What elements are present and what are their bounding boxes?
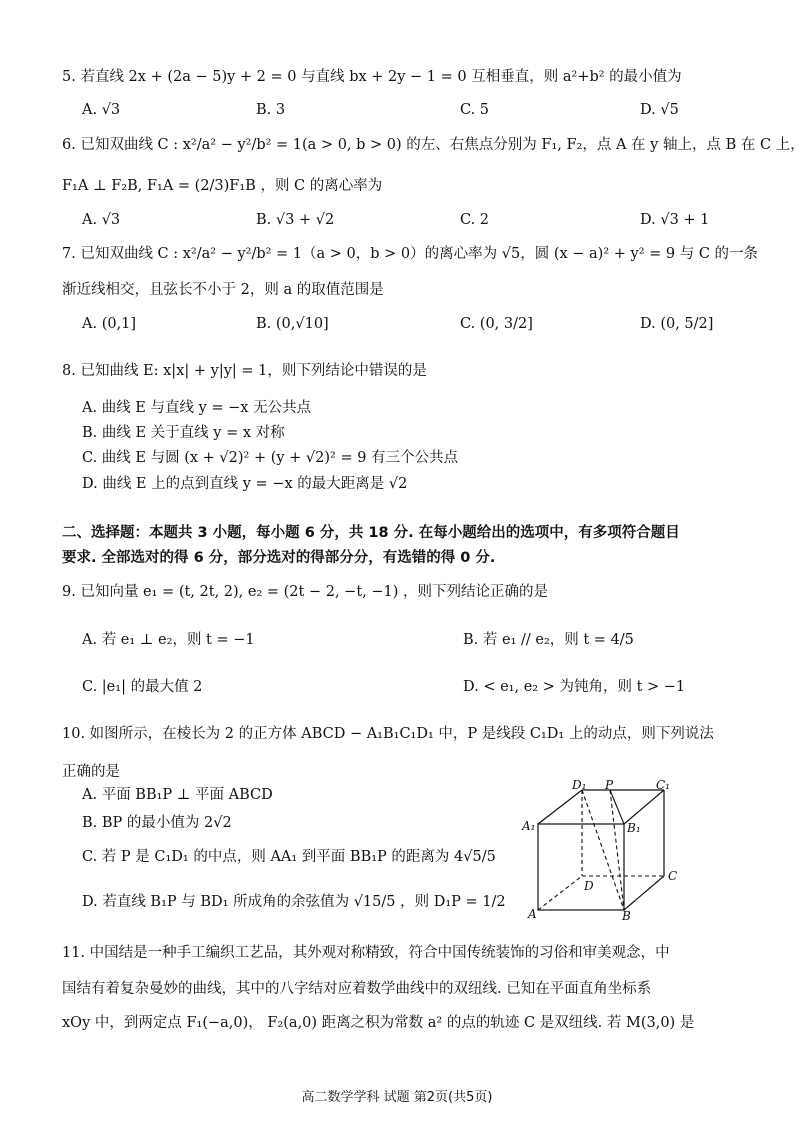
hidden-edge-a-d: [538, 876, 582, 910]
q8-stem: 8. 已知曲线 E: x|x| + y|y| = 1，则下列结论中错误的是: [62, 363, 427, 379]
q7-option-c: C. (0, 3/2]: [460, 316, 533, 332]
q9-stem: 9. 已知向量 e₁ = (t, 2t, 2), e₂ = (2t − 2, −t, −1) ，则下列结论正确的是: [62, 584, 549, 600]
q10-option-a: A. 平面 BB₁P ⊥ 平面 ABCD: [82, 787, 273, 803]
q6-stem-line1: 6. 已知双曲线 C : x²/a² − y²/b² = 1(a > 0, b > 0) 的左、右焦点分别为 F₁, F₂，点 A 在 y 轴上，点 B 在 C 上，: [62, 137, 805, 153]
q10-option-c: C. 若 P 是 C₁D₁ 的中点，则 AA₁ 到平面 BB₁P 的距离为 4√5/5: [82, 849, 496, 865]
section2-line2: 要求. 全部选对的得 6 分，部分选对的得部分分，有选错的得 0 分.: [62, 550, 496, 566]
label-b1: B₁: [627, 821, 641, 835]
q6-option-d: D. √3 + 1: [640, 212, 710, 228]
q10-stem-line2: 正确的是: [62, 764, 120, 780]
label-d1: D₁: [572, 778, 587, 792]
q5-option-a: A. √3: [82, 102, 121, 118]
edge-b-c: [624, 876, 664, 910]
page-footer: 高二数学学科 试题 第2页(共5页): [301, 1090, 493, 1105]
label-a: A: [528, 907, 537, 921]
edge-a1-d1: [538, 790, 582, 824]
q7-stem-line2: 渐近线相交，且弦长不小于 2，则 a 的取值范围是: [62, 282, 384, 298]
q11-line3: xOy 中，到两定点 F₁(−a,0)， F₂(a,0) 距离之积为常数 a² 的点的轨迹 C 是双纽线. 若 M(3,0) 是: [62, 1015, 695, 1031]
q9-option-c: C. |e₁| 的最大值 2: [82, 679, 203, 695]
q6-stem-line2: F₁A ⊥ F₂B, F₁A = (2/3)F₁B ，则 C 的离心率为: [62, 178, 383, 194]
q5-option-c: C. 5: [460, 102, 490, 118]
q10-stem-line1: 10. 如图所示，在棱长为 2 的正方体 ABCD − A₁B₁C₁D₁ 中，P 是线段 C₁D₁ 上的动点，则下列说法: [62, 726, 714, 742]
q6-option-c: C. 2: [460, 212, 490, 228]
q5-option-b: B. 3: [256, 102, 286, 118]
q11-line1: 11. 中国结是一种手工编织工艺品，其外观对称精致，符合中国传统装饰的习俗和审美观念，中: [62, 945, 670, 961]
edge-b1-c1: [624, 790, 664, 824]
q9-option-b: B. 若 e₁ // e₂，则 t = 4/5: [463, 632, 634, 648]
q11-line2: 国结有着复杂曼妙的曲线，其中的八字结对应着数学曲线中的双纽线. 已知在平面直角坐标系: [62, 981, 652, 997]
q7-stem-line1: 7. 已知双曲线 C : x²/a² − y²/b² = 1（a > 0，b > 0）的离心率为 √5，圆 (x − a)² + y² = 9 与 C 的一条: [62, 246, 759, 262]
cube-front-face: [538, 824, 624, 910]
q5-stem: 5. 若直线 2x + (2a − 5)y + 2 = 0 与直线 bx + 2y − 1 = 0 互相垂直，则 a²+b² 的最小值为: [62, 69, 682, 85]
q9-option-d: D. < e₁, e₂ > 为钝角，则 t > −1: [463, 679, 686, 695]
q7-option-a: A. (0,1]: [82, 316, 137, 332]
label-a1: A₁: [522, 819, 536, 833]
label-p: P: [605, 778, 614, 792]
label-c1: C₁: [656, 778, 670, 792]
cube-figure: [522, 778, 688, 923]
label-d: D: [584, 879, 594, 893]
q8-option-d: D. 曲线 E 上的点到直线 y = −x 的最大距离是 √2: [82, 476, 408, 492]
label-c: C: [668, 869, 678, 883]
q10-option-d: D. 若直线 B₁P 与 BD₁ 所成角的余弦值为 √15/5 ，则 D₁P = 1/2: [82, 894, 506, 910]
q8-option-a: A. 曲线 E 与直线 y = −x 无公共点: [82, 400, 312, 416]
q5-option-d: D. √5: [640, 102, 679, 118]
q10-option-b: B. BP 的最小值为 2√2: [82, 815, 232, 831]
q7-option-b: B. (0,√10]: [256, 316, 329, 332]
q6-option-b: B. √3 + √2: [256, 212, 335, 228]
section2-line1: 二、选择题：本题共 3 小题，每小题 6 分，共 18 分. 在每小题给出的选项中，有多项符合题目: [62, 525, 680, 541]
q9-option-a: A. 若 e₁ ⊥ e₂，则 t = −1: [82, 632, 255, 648]
q8-option-b: B. 曲线 E 关于直线 y = x 对称: [82, 425, 285, 441]
label-b: B: [622, 909, 631, 923]
q7-option-d: D. (0, 5/2]: [640, 316, 714, 332]
q6-option-a: A. √3: [82, 212, 121, 228]
q8-option-c: C. 曲线 E 与圆 (x + √2)² + (y + √2)² = 9 有三个公共点: [82, 450, 459, 466]
